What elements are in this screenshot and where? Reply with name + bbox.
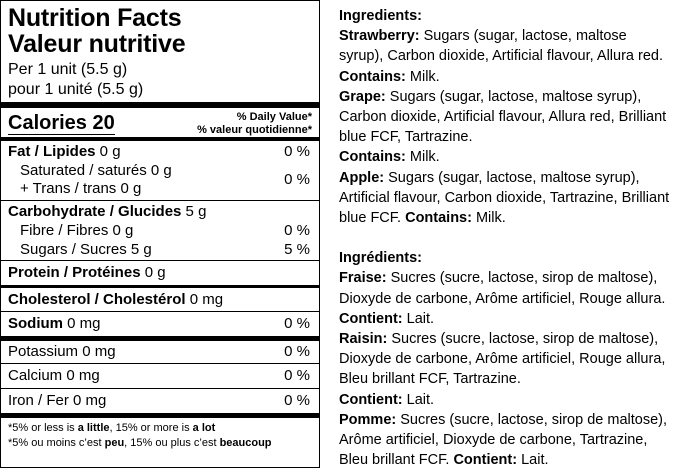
- sugars-label: Sugars / Sucres 5 g: [20, 241, 152, 258]
- fat-value: 0 g: [95, 142, 121, 160]
- fat-row: [8, 141, 312, 162]
- ingredients-strawberry: Strawberry: Sugars (sugar, lactose, maltose syrup), Carbon dioxide, Artificial flavour, Allura red. Contains: Milk.: [339, 28, 663, 85]
- daily-value-english: % Daily Value*: [236, 111, 312, 123]
- title-english: Nutrition Facts: [8, 4, 182, 32]
- saturated-trans-block: [8, 162, 312, 198]
- ingredients-section: [339, 6, 675, 470]
- cholesterol-row: [8, 288, 312, 311]
- fibre-label: Fibre / Fibres 0 g: [20, 222, 134, 239]
- daily-value-french: % valeur quotidienne*: [197, 124, 312, 136]
- ingredients-grape-contains: Contains: Milk.: [339, 149, 440, 166]
- fibre-percent: 0 %: [284, 222, 310, 239]
- iron-row: [8, 389, 312, 413]
- ingredients-heading-english: Ingredients:: [339, 8, 422, 24]
- daily-value-header: [197, 108, 312, 137]
- nutrition-facts-panel: [0, 0, 320, 468]
- cholesterol-label: Cholesterol / Cholestérol: [8, 290, 186, 308]
- potassium-row: [8, 341, 312, 363]
- calcium-row: [8, 364, 312, 388]
- title-french: Valeur nutritive: [8, 30, 186, 58]
- cholesterol-value: 0 mg: [185, 290, 224, 308]
- ingredients-pomme: Pomme: Sucres (sucre, lactose, sirop de maltose), Arôme artificiel, Dioxyde de carbone, Tartrazine, Bleu brillant FCF. Contient: Lait.: [339, 411, 667, 469]
- calcium-percent: 0 %: [284, 367, 310, 384]
- sugars-percent: 5 %: [284, 241, 310, 258]
- sodium-percent: 0 %: [284, 315, 310, 332]
- section-gap: [339, 228, 675, 248]
- calories-underline: [8, 134, 115, 135]
- iron-percent: 0 %: [284, 392, 310, 409]
- saturated-fat: Saturated / saturés 0 g: [20, 162, 172, 179]
- ingredients-heading-french: Ingrédients:: [339, 250, 422, 267]
- footnote-english: *5% or less is a little, 15% or more is a lot: [8, 422, 216, 434]
- fibre-row: [8, 222, 312, 240]
- calcium-label: Calcium 0 mg: [8, 367, 100, 384]
- carbohydrate-value: 5 g: [181, 202, 207, 220]
- ingredients-fraise: Fraise: Sucres (sucre, lactose, sirop de maltose), Dioxyde de carbone, Arôme artificiel, Rouge allura. Contient: Lait.: [339, 270, 666, 327]
- calories-row: [8, 108, 312, 137]
- ingredients-apple: Apple: Sugars (sugar, lactose, maltose syrup), Artificial flavour, Carbon dioxide, Tartrazine, Brilliant blue FCF. Contains: Milk.: [339, 169, 670, 227]
- footnote-french: *5% ou moins c’est peu, 15% ou plus c’est beaucoup: [8, 437, 272, 449]
- sodium-label: Sodium: [8, 315, 63, 332]
- potassium-percent: 0 %: [284, 343, 310, 360]
- fat-label: Fat / Lipides: [8, 142, 96, 160]
- sugars-row: [8, 240, 312, 260]
- carbohydrate-label: Carbohydrate / Glucides: [8, 202, 182, 220]
- trans-fat: + Trans / trans 0 g: [20, 180, 142, 197]
- iron-label: Iron / Fer 0 mg: [8, 392, 107, 409]
- carbohydrate-row: [8, 201, 312, 222]
- footnote: [8, 418, 312, 451]
- potassium-label: Potassium 0 mg: [8, 343, 116, 360]
- ingredients-raisin-contient: Contient: Lait.: [339, 391, 435, 408]
- serving-size-english: Per 1 unit (5.5 g): [8, 61, 128, 78]
- sodium-value: 0 mg: [63, 315, 101, 332]
- ingredients-grape: Grape: Sugars (sugar, lactose, maltose syrup), Carbon dioxide, Artificial flavour, Allura red, Brilliant blue FCF, Tartrazine.: [339, 88, 667, 146]
- protein-value: 0 g: [140, 264, 166, 281]
- protein-row: [8, 261, 312, 285]
- protein-label: Protein / Protéines: [8, 264, 141, 281]
- fat-percent: 0 %: [284, 142, 310, 160]
- ingredients-raisin: Raisin: Sucres (sucre, lactose, sirop de maltose), Dioxyde de carbone, Arôme artificiel, Rouge allura, Bleu brillant FCF, Tartrazine.: [339, 331, 666, 388]
- serving-size-french: pour 1 unité (5.5 g): [8, 81, 144, 98]
- saturated-trans-percent: 0 %: [284, 171, 310, 188]
- sodium-row: [8, 312, 312, 336]
- calories-label: Calories 20: [8, 112, 115, 134]
